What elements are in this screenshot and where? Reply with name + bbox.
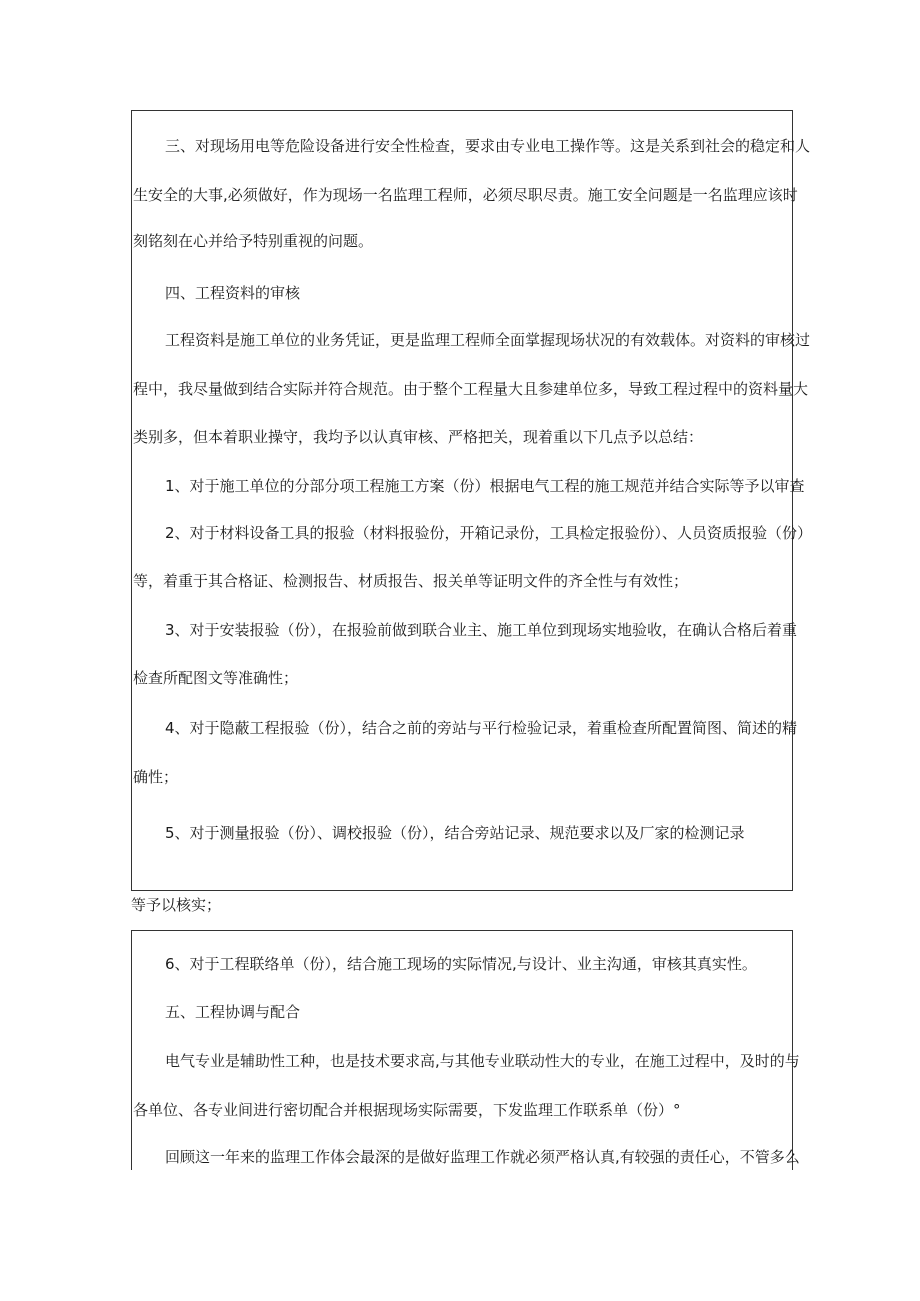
paragraph-line: 程中，我尽量做到结合实际并符合规范。由于整个工程量大且参建单位多，导致工程过程中的资料量大 bbox=[133, 380, 809, 398]
text-frame-top bbox=[131, 110, 813, 891]
list-item: 3、对于安装报验（份），在报验前做到联合业主、施工单位到现场实地验收，在确认合格后着重 bbox=[165, 621, 798, 639]
text-frame-bottom bbox=[131, 930, 800, 1170]
list-item-continuation: 确性； bbox=[133, 768, 179, 786]
paragraph-line: 工程资料是施工单位的业务凭证，更是监理工程师全面掌握现场状况的有效载体。对资料的审核过 bbox=[165, 331, 811, 349]
paragraph-line: 回顾这一年来的监理工作体会最深的是做好监理工作就必须严格认真,有较强的责任心，不管多么 bbox=[165, 1148, 800, 1166]
list-item-continuation: 等，着重于其合格证、检测报告、材质报告、报关单等证明文件的齐全性与有效性； bbox=[133, 572, 689, 590]
between-frames-text: 等予以核实； bbox=[131, 896, 222, 914]
section-heading: 五、工程协调与配合 bbox=[165, 1003, 301, 1021]
section-heading: 四、工程资料的审核 bbox=[165, 284, 301, 302]
paragraph-line: 各单位、各专业间进行密切配合并根据现场实际需要，下发监理工作联系单（份）° bbox=[133, 1101, 681, 1119]
paragraph-line: 三、对现场用电等危险设备进行安全性检查，要求由专业电工操作等。这是关系到社会的稳定和人 bbox=[165, 137, 811, 155]
paragraph-line: 类别多，但本着职业操守，我均予以认真审核、严格把关，现着重以下几点予以总结： bbox=[133, 428, 704, 446]
paragraph-line: 刻铭刻在心并给予特别重视的问题。 bbox=[133, 232, 374, 250]
paragraph-line: 电气专业是辅助性工种，也是技术要求高,与其他专业联动性大的专业，在施工过程中，及时的与 bbox=[165, 1052, 800, 1070]
paragraph-line: 生安全的大事,必须做好，作为现场一名监理工程师，必须尽职尽责。施工安全问题是一名监理应该时 bbox=[133, 186, 798, 204]
list-item: 6、对于工程联络单（份），结合施工现场的实际情况,与设计、业主沟通，审核其真实性。 bbox=[165, 955, 757, 973]
list-item: 5、对于测量报验（份）、调校报验（份），结合旁站记录、规范要求以及厂家的检测记录 bbox=[165, 824, 745, 842]
list-item: 1、对于施工单位的分部分项工程施工方案（份）根据电气工程的施工规范并结合实际等予以审查 bbox=[165, 477, 805, 495]
list-item-continuation: 检查所配图文等准确性； bbox=[133, 669, 299, 687]
list-item: 2、对于材料设备工具的报验（材料报验份，开箱记录份，工具检定报验份）、人员资质报验（份） bbox=[165, 524, 813, 542]
list-item: 4、对于隐蔽工程报验（份），结合之前的旁站与平行检验记录，着重检查所配置简图、简述的精 bbox=[165, 719, 798, 737]
